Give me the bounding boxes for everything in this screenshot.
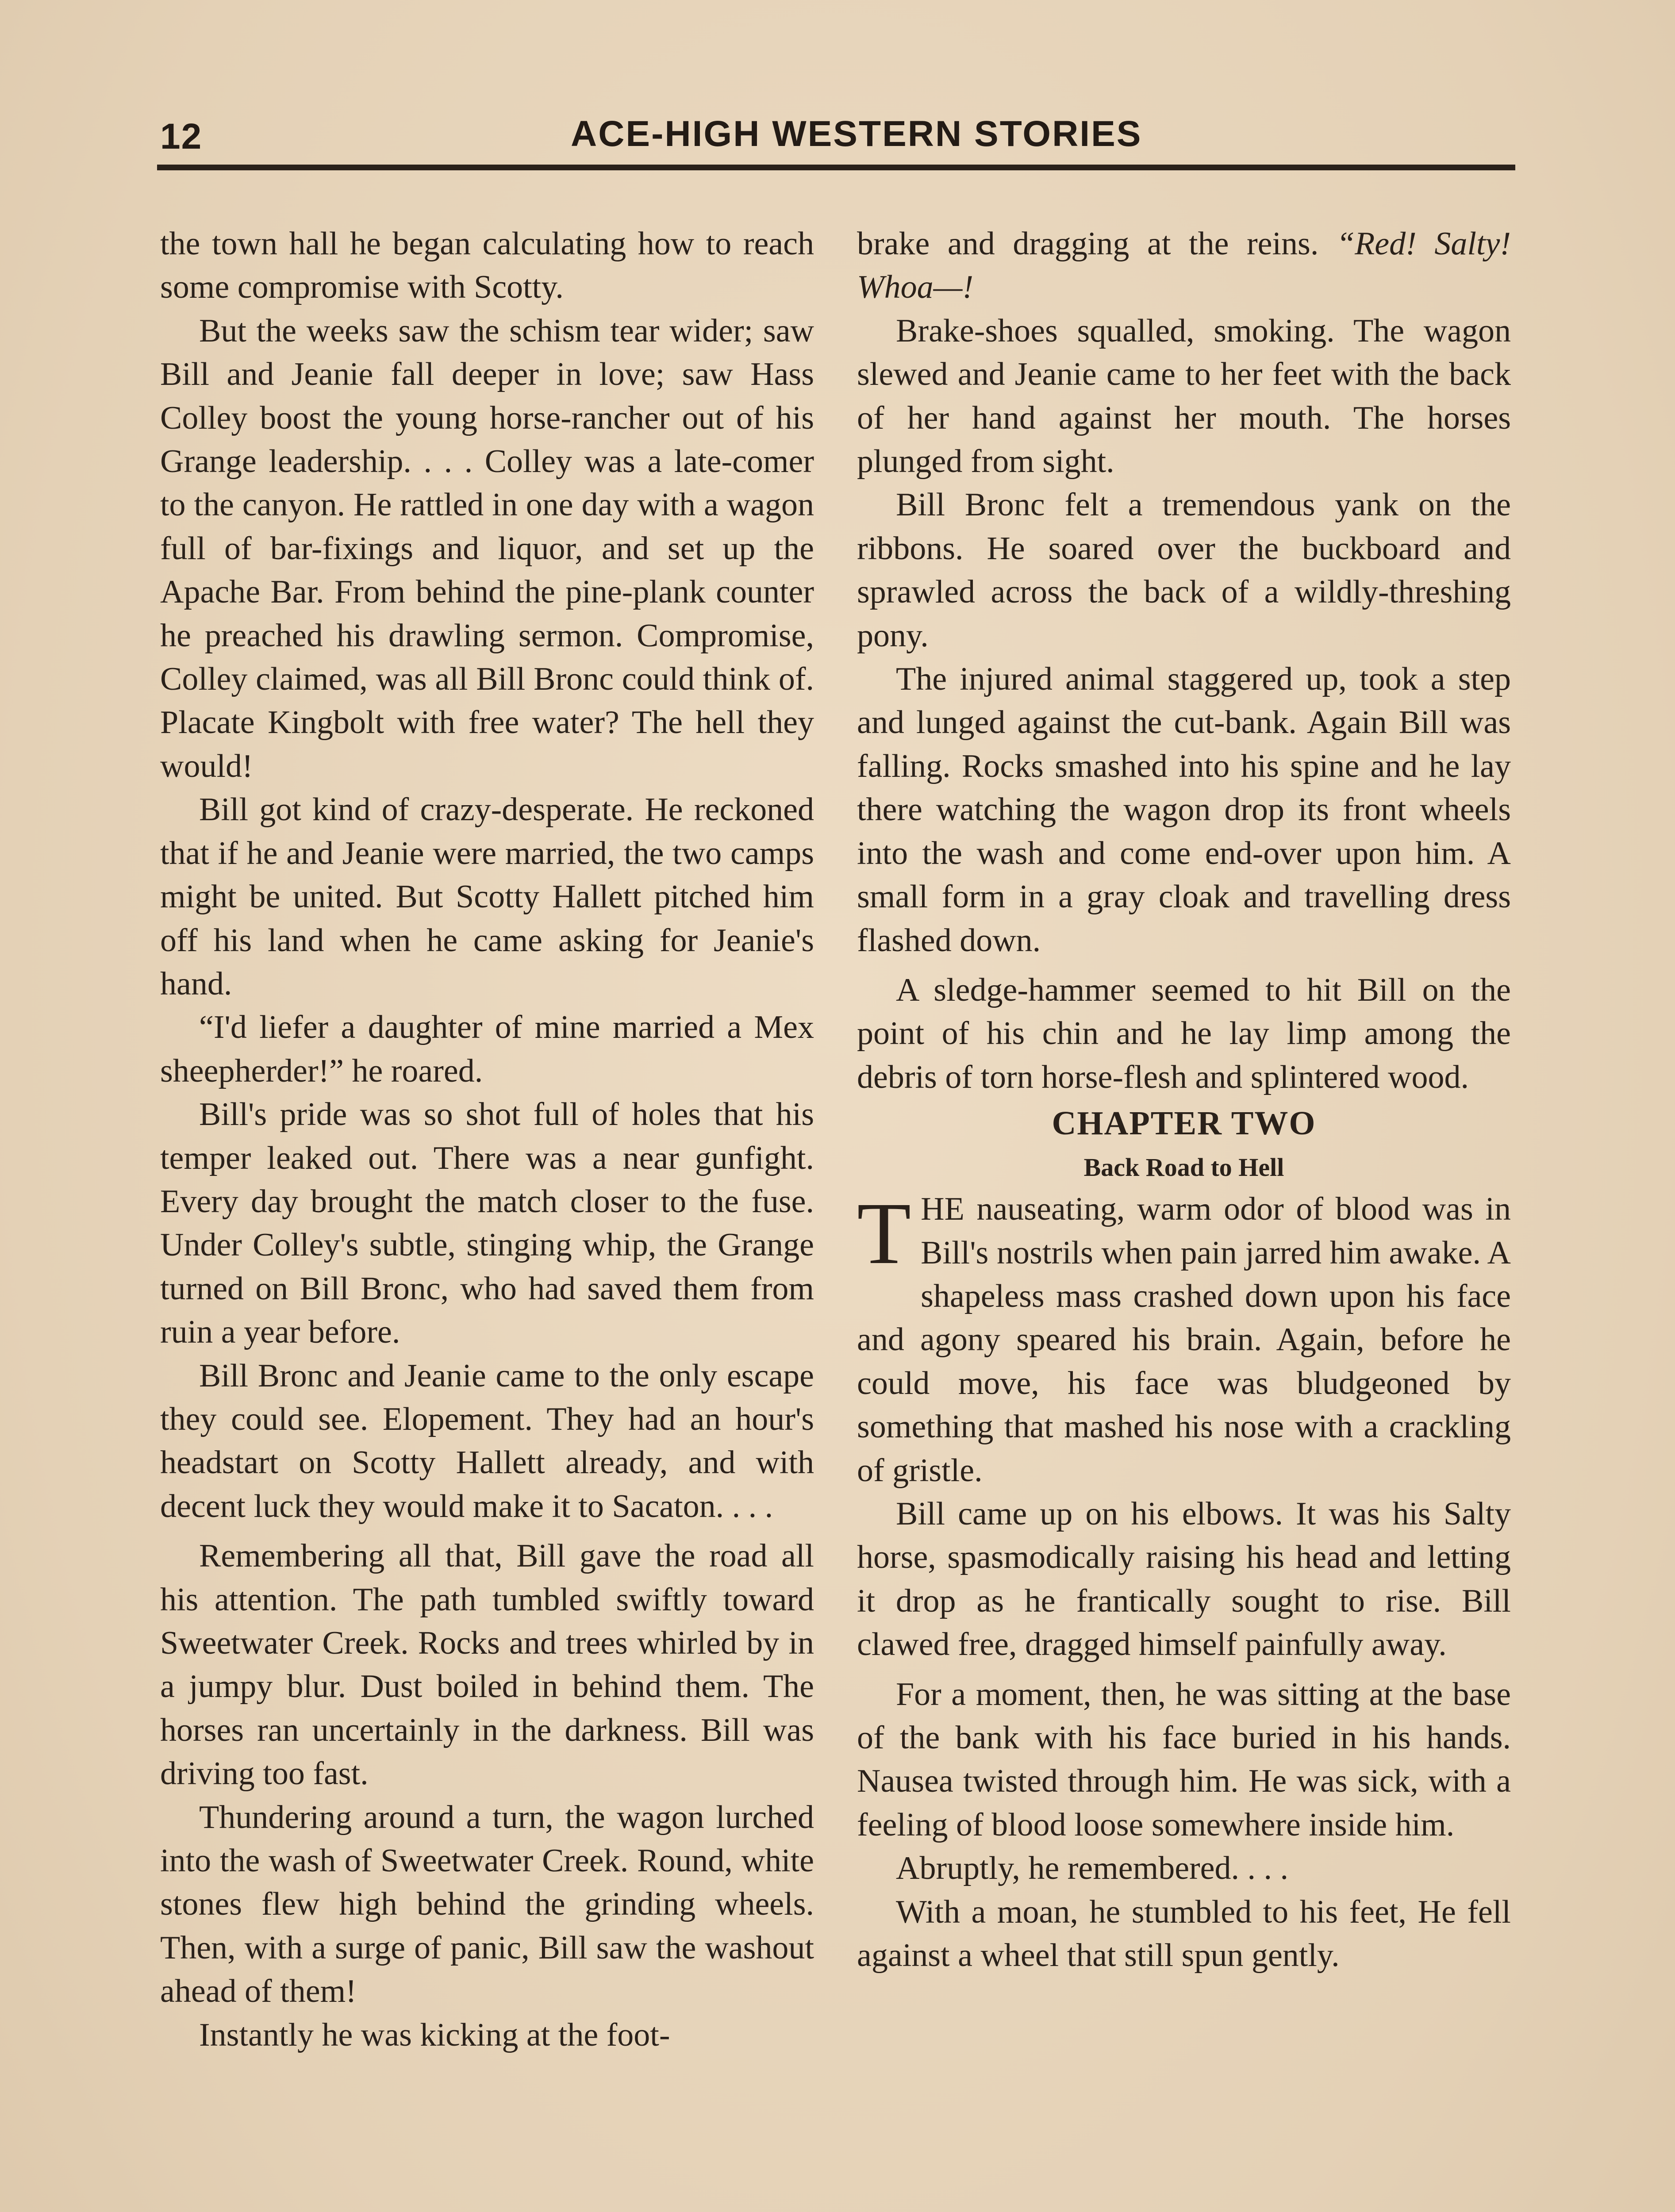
paragraph: Bill got kind of crazy-desperate. He reckoned that if he and Jeanie were married, the two camps might be united. But Scotty Hallett pitched him off his land when he came asking for Jeanie's hand. [160,791,814,1002]
paragraph: But the weeks saw the schism tear wider; saw Bill and Jeanie fall deeper in love; saw Hass Colley boost the young horse-rancher out of his Grange leadership. . . . Colley was a late-comer to the canyon. He rattled in one day with a wagon full of bar-fixings and liquor, and set up the Apache Bar. From behind the pine-plank counter he preached his drawling sermon. Compromise, Colley claimed, was all Bill Bronc could think of. Placate Kingbolt with free water? The hell they would! [160,312,814,784]
paragraph [857,222,1511,309]
drop-cap: T [857,1185,911,1283]
continuation-italic: “Red! Salty! Whoa—! [857,226,1511,306]
paragraph: Brake-shoes squalled, smoking. The wagon slewed and Jeanie came to her feet with the back of her hand against her mouth. The horses plunged from sight. [857,312,1511,480]
paragraph: “I'd liefer a daughter of mine married a Mex sheepherder!” he roared. [160,1009,814,1089]
chapter-title: CHAPTER TWO [1052,1105,1316,1142]
page-number: 12 [160,116,203,157]
paragraph: Bill Bronc and Jeanie came to the only escape they could see. Elopement. They had an hour's headstart on Scotty Hallett already, and with decent luck they would make it to Sacaton. . . . [160,1357,814,1525]
chapter-subtitle: Back Road to Hell [1083,1153,1284,1182]
paragraph: Abruptly, he remembered. . . . [896,1850,1289,1887]
paragraph: Remembering all that, Bill gave the road all his attention. The path tumbled swiftly toward Sweetwater Creek. Rocks and trees whirled by in a jumpy blur. Dust boiled in behind them. The horses ran uncertainly in the darkness. Bill was driving too fast. [160,1538,814,1792]
paragraph: Instantly he was kicking at the foot- [199,2016,670,2053]
continuation-text: brake and dragging at the reins. [857,226,1337,262]
paragraph: With a moan, he stumbled to his feet, He fell against a wheel that still spun gently. [857,1893,1511,1974]
paragraph: For a moment, then, he was sitting at the base of the bank with his face buried in his hands. Nausea twisted through him. He was sick, with a feeling of blood loose somewhere inside him. [857,1676,1511,1843]
left-column [160,222,814,2057]
paragraph: Bill came up on his elbows. It was his Salty horse, spasmodically raising his head and letting it drop as he frantically sought to rise. Bill clawed free, dragged himself painfully away. [857,1495,1511,1663]
paragraph: the town hall he began calculating how to reach some compromise with Scotty. [160,226,814,306]
paragraph: The injured animal staggered up, took a step and lunged against the cut-bank. Again Bill was falling. Rocks smashed into his spine and he lay there watching the wagon drop its front wheels into the wash and come end-over upon him. A small form in a gray cloak and travelling dress flashed down. [857,661,1511,959]
paragraph: Thundering around a turn, the wagon lurched into the wash of Sweetwater Creek. Round, white stones flew high behind the grinding wheels. Then, with a surge of panic, Bill saw the washout ahead of them! [160,1799,814,2010]
right-column [857,222,1511,1977]
header-rule [157,165,1515,170]
opening-text: HE nauseating, warm odor of blood was in Bill's nostrils when pain jarred him awake. A shapeless mass crashed down upon his face and agony speared his brain. Again, before he could move, his face was bludgeoned by something that mashed his nose with a crackling of gristle. [857,1191,1511,1489]
paragraph: A sledge-hammer seemed to hit Bill on the point of his chin and he lay limp among the debris of torn horse-flesh and splintered wood. [857,972,1511,1095]
opening-paragraph [857,1187,1511,1492]
paragraph: Bill's pride was so shot full of holes that his temper leaked out. There was a near gunfight. Every day brought the match closer to the fuse. Under Colley's subtle, stinging whip, the Grange turned on Bill Bronc, who had saved them from ruin a year before. [160,1096,814,1351]
paragraph: Bill Bronc felt a tremendous yank on the ribbons. He soared over the buckboard and sprawled across the back of a wildly-threshing pony. [857,487,1511,654]
running-head: ACE-HIGH WESTERN STORIES [571,114,1142,154]
